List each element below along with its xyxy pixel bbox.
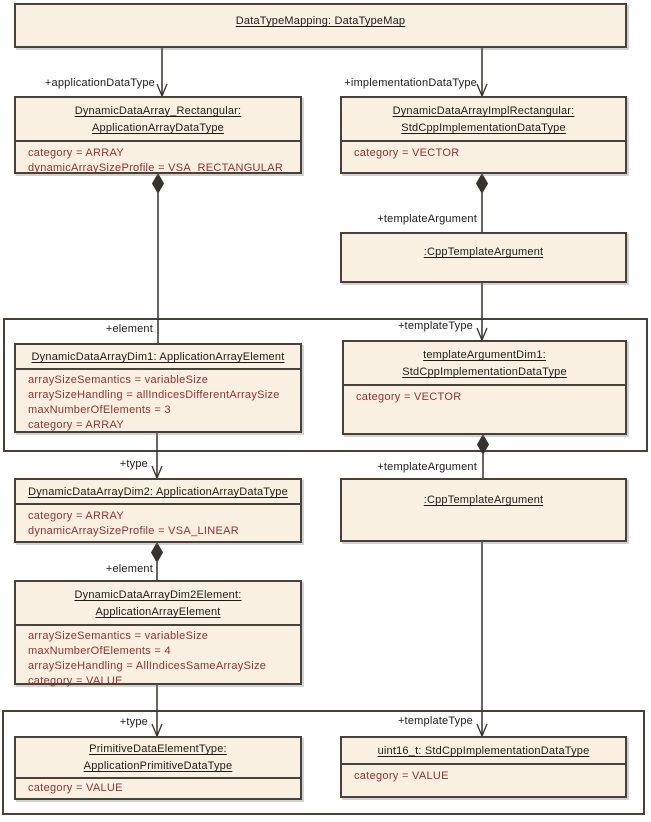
attribute: category = VECTOR — [356, 391, 462, 403]
object-title: DataTypeMapping: DataTypeMap — [235, 15, 406, 27]
connector-type-2 — [152, 685, 162, 736]
attribute: category = ARRAY — [28, 510, 125, 522]
attribute-compartment — [16, 140, 300, 178]
object-box-primitive-data-element-type — [14, 736, 302, 800]
object-title: :CppTemplateArgument — [423, 494, 544, 506]
edge-label-template-argument-1: +templateArgument — [377, 213, 477, 225]
edge-label-element-2: +element — [105, 563, 153, 575]
connector-template-argument-2 — [478, 435, 489, 478]
attribute: dynamicArraySizeProfile = VSA_LINEAR — [28, 525, 240, 537]
object-title: DynamicDataArrayDim2: ApplicationArrayDataType — [28, 486, 288, 498]
connector-template-argument-1 — [477, 174, 488, 232]
attribute: dynamicArraySizeProfile = VSA_RECTANGULAR — [28, 162, 284, 174]
composition-diamond-icon — [152, 543, 163, 562]
object-box-dynamic-data-array-rectangular — [14, 96, 302, 174]
attribute-compartment — [16, 503, 300, 541]
connector-element-dim1 — [153, 174, 164, 343]
connector-template-type-2 — [477, 542, 487, 736]
object-title: DynamicDataArrayImplRectangular: StdCppImplementationDataType — [392, 105, 575, 134]
attribute-compartment — [16, 777, 300, 798]
edge-label-template-type-1: +templateType — [397, 320, 473, 332]
edge-label-type-1: +type — [119, 458, 148, 470]
object-box-dynamic-data-array-dim2 — [14, 478, 302, 543]
attribute-compartment — [16, 624, 300, 691]
edge-label-template-type-2: +templateType — [397, 715, 473, 727]
object-title: DynamicDataArrayDim2Element: ApplicationArrayElement — [74, 589, 242, 618]
attribute: category = VALUE — [28, 782, 123, 794]
object-title: uint16_t: StdCppImplementationDataType — [377, 745, 590, 757]
composition-diamond-icon — [477, 174, 488, 193]
object-box-cpp-template-argument-2 — [340, 478, 627, 542]
connector-type-1 — [152, 433, 162, 478]
attribute: arraySizeSemantics = variableSize — [28, 630, 209, 642]
object-title: :CppTemplateArgument — [423, 246, 544, 258]
attribute-compartment — [342, 763, 625, 796]
object-title: templateArgumentDim1: StdCppImplementationDataType — [402, 349, 567, 378]
object-box-data-type-mapping — [14, 3, 627, 48]
object-title: DynamicDataArray_Rectangular: ApplicationArrayDataType — [74, 105, 242, 134]
edge-label-application-data-type: +applicationDataType — [44, 77, 155, 89]
object-box-dynamic-data-array-dim1 — [14, 343, 302, 433]
attribute: arraySizeHandling = AllIndicesSameArraySize — [28, 660, 267, 672]
composition-diamond-icon — [478, 435, 489, 454]
attribute-compartment — [344, 384, 625, 433]
attribute: arraySizeSemantics = variableSize — [28, 374, 209, 386]
edge-label-template-argument-2: +templateArgument — [377, 461, 477, 473]
attribute: arraySizeHandling = allIndicesDifferentArraySize — [28, 389, 280, 401]
attribute: category = VALUE — [28, 675, 123, 687]
object-box-dynamic-data-array-dim2-element — [14, 580, 302, 685]
object-box-dynamic-data-array-impl-rectangular — [340, 96, 627, 174]
attribute-compartment — [342, 140, 625, 172]
object-box-template-argument-dim1 — [342, 340, 627, 435]
object-title: DynamicDataArrayDim1: ApplicationArrayElement — [31, 351, 285, 363]
object-box-uint16-t — [340, 736, 627, 798]
connector-application-data-type — [157, 48, 167, 96]
connector-implementation-data-type — [477, 48, 487, 96]
edge-label-type-2: +type — [119, 716, 148, 728]
edge-label-element-1: +element — [105, 323, 153, 335]
attribute: maxNumberOfElements = 3 — [28, 404, 171, 416]
attribute: category = VECTOR — [354, 147, 460, 159]
object-title: PrimitiveDataElementType: ApplicationPrimitiveDataType — [83, 743, 233, 772]
connector-element-dim2 — [152, 543, 163, 580]
object-box-cpp-template-argument-1 — [340, 232, 627, 283]
attribute: category = VALUE — [354, 770, 449, 782]
attribute-compartment — [16, 368, 300, 435]
attribute: maxNumberOfElements = 4 — [28, 645, 171, 657]
connector-template-type-1 — [477, 283, 487, 340]
attribute: category = ARRAY — [28, 147, 125, 159]
edge-label-implementation-data-type: +implementationDataType — [344, 77, 477, 89]
attribute: category = ARRAY — [28, 419, 125, 431]
